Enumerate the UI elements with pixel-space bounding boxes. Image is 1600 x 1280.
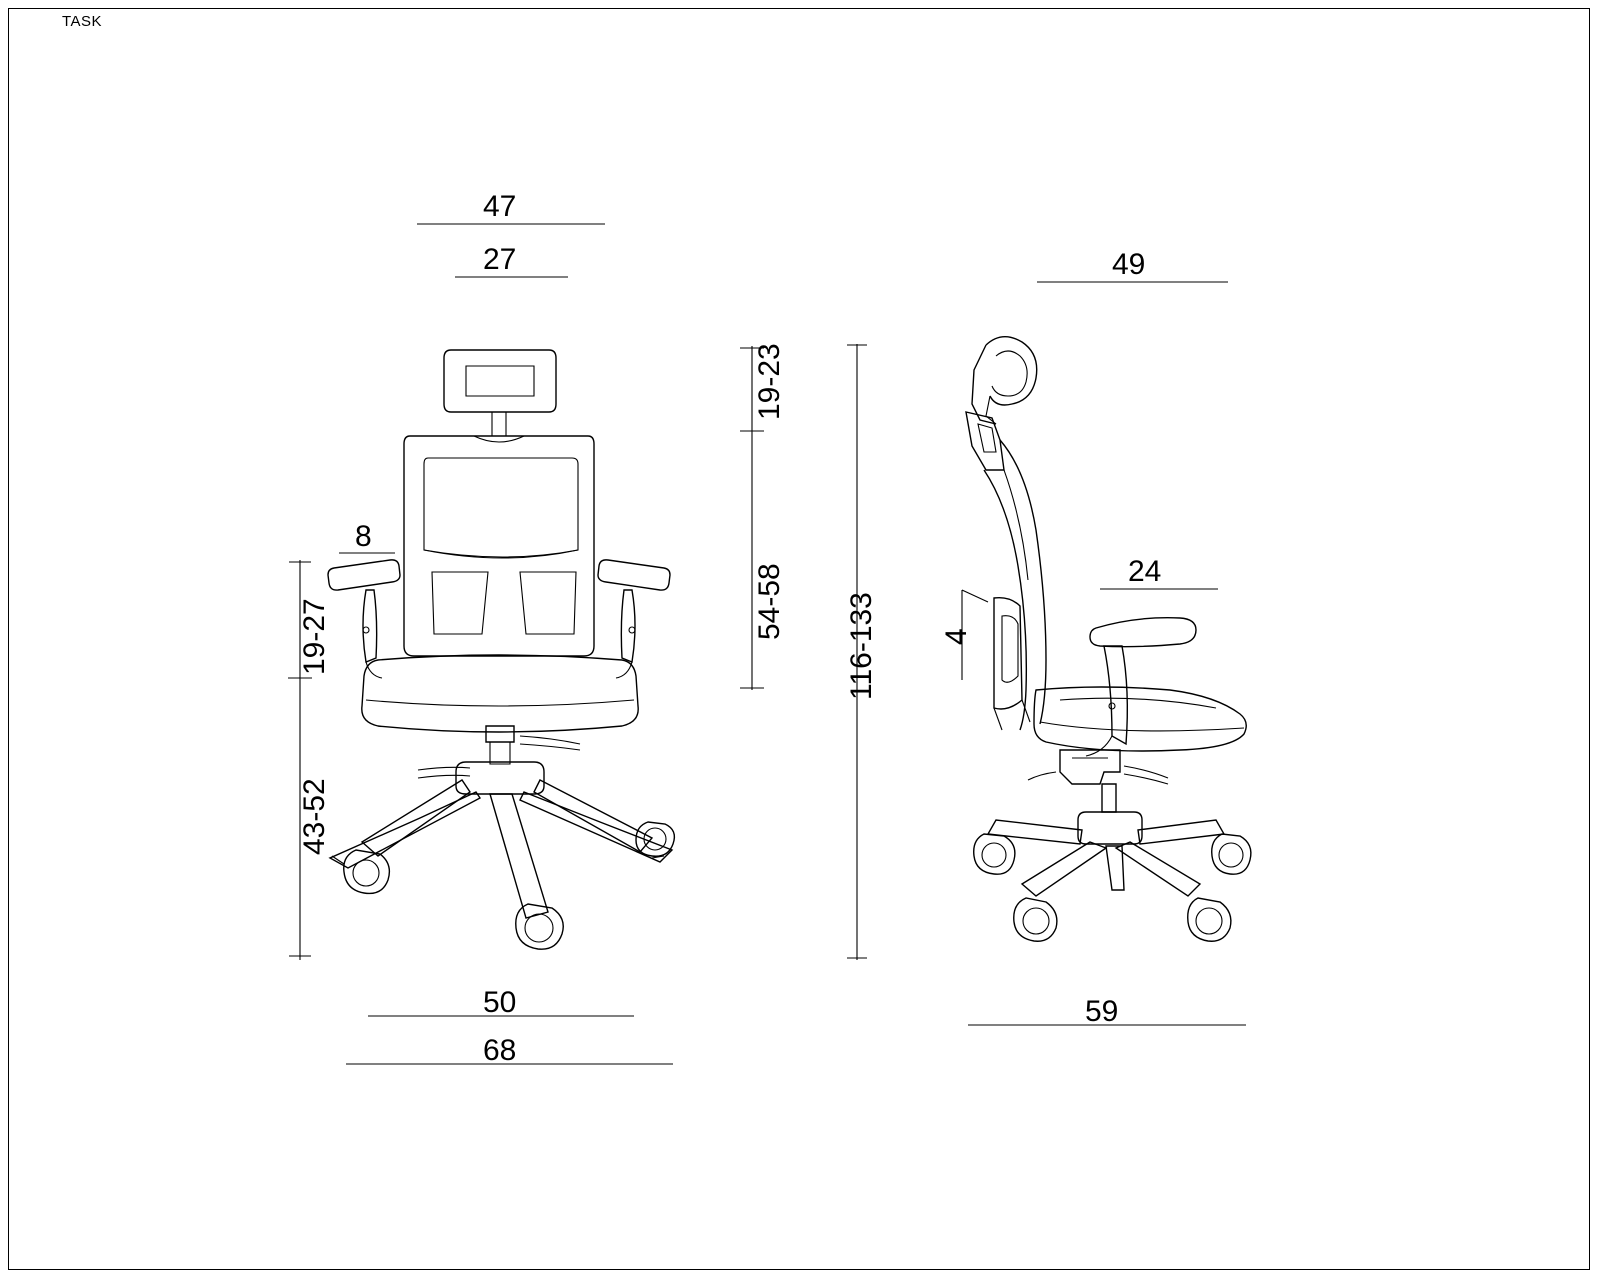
dimension-backrest-height: 54-58: [753, 563, 786, 640]
dimension-base-width: 68: [483, 1034, 517, 1067]
dimension-seat-depth: 49: [1112, 248, 1146, 281]
dimension-base-depth: 59: [1085, 995, 1119, 1028]
sheet-border: [8, 8, 1590, 1270]
dimension-overall-height: 116-133: [845, 592, 878, 700]
dimension-headrest-height: 19-23: [753, 343, 786, 420]
sheet-title-label: TASK: [62, 13, 103, 30]
dimension-seat-width: 50: [483, 986, 517, 1019]
dimension-headrest-width: 47: [483, 190, 517, 223]
dimension-armrest-height: 19-27: [298, 598, 331, 675]
dimension-armrest-depth: 24: [1128, 555, 1162, 588]
dimension-armrest-pad-width: 8: [355, 520, 372, 553]
dimension-lumbar-adjust: 4: [940, 628, 973, 645]
dimension-seat-height: 43-52: [298, 778, 331, 855]
dimension-backrest-width: 27: [483, 243, 517, 276]
